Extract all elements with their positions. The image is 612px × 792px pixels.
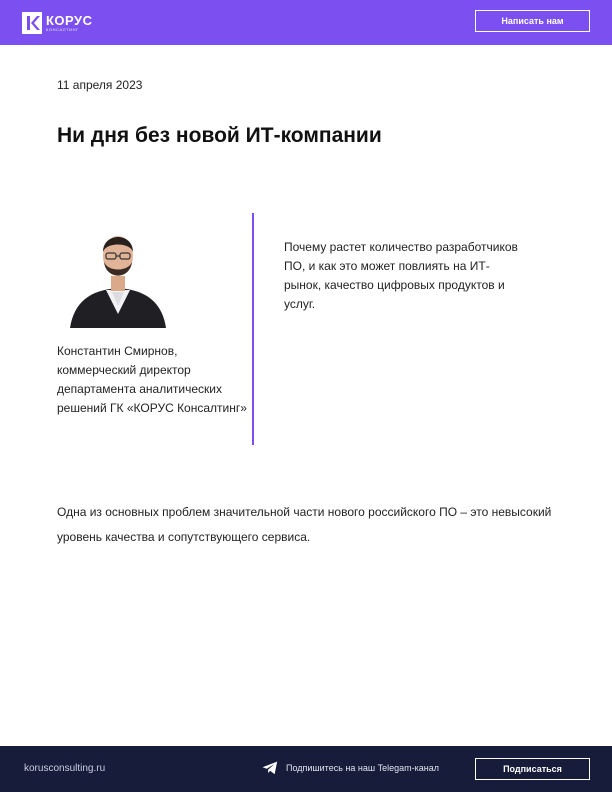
accent-divider — [252, 213, 254, 445]
footer-bar — [0, 746, 612, 792]
header-bar — [0, 0, 612, 45]
article-body: Одна из основных проблем значительной части нового российского ПО – это невысокий уровень качества и сопутствующего сервиса. — [57, 505, 552, 544]
write-us-button[interactable]: Написать нам — [475, 10, 590, 32]
logo-text — [46, 14, 93, 33]
article-title: Ни дня без новой ИТ-компании — [57, 124, 382, 147]
author-portrait-image — [68, 222, 168, 328]
logo-subtitle: КОНСАЛТИНГ — [46, 26, 79, 32]
subscribe-button[interactable]: Подписаться — [475, 758, 590, 780]
article-lead: Почему растет количество разработчиков ПО, и как это может повлиять на ИТ-рынок, качество цифровых продуктов и услуг. — [284, 240, 518, 311]
telegram-link[interactable]: Подпишитесь на наш Telegam-канал — [286, 763, 439, 773]
korus-logo-icon — [22, 12, 42, 34]
korus-logo[interactable] — [22, 11, 93, 35]
article-date: 11 апреля 2023 — [57, 78, 143, 92]
author-photo — [68, 222, 168, 328]
author-caption: Константин Смирнов, коммерческий директор департамента аналитических решений ГК «КОРУС Консалтинг» — [57, 344, 247, 415]
site-link[interactable]: korusconsulting.ru — [24, 763, 106, 774]
telegram-icon[interactable] — [262, 761, 278, 775]
logo-name: КОРУС — [46, 12, 93, 28]
